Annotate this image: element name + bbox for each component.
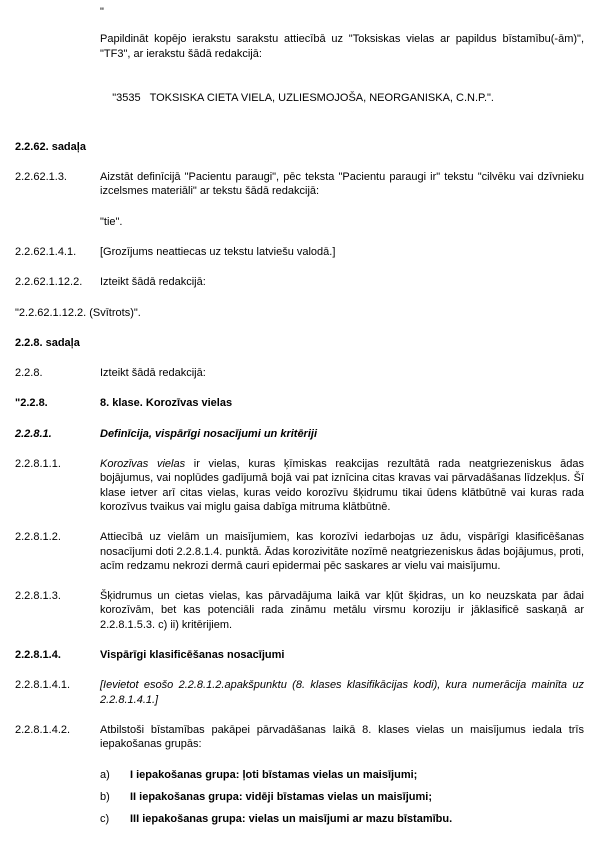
paragraph-2-2-8-class-title xyxy=(15,396,584,410)
paragraph-text: Izteikt šādā redakcijā: xyxy=(100,276,206,289)
paragraph-number: 2.2.8.1.1. xyxy=(15,458,61,471)
list-item-text: II iepakošanas grupa: vidēji bīstamas vielas un maisījumi; xyxy=(130,790,433,803)
quote-char: " xyxy=(100,6,104,18)
paragraph-number: "2.2.8. xyxy=(15,397,48,410)
paragraph-2-2-62-1-12-2 xyxy=(15,275,584,289)
paragraph-number: 2.2.8.1.4.2. xyxy=(15,723,71,736)
paragraph-text: Aizstāt definīcijā "Pacientu paraugi", pēc teksta "Pacientu paraugi ir" tekstu "cilvēku vai dzīvnieku izcelsmes materiāli" ar tekstu šādā redakcijā: xyxy=(100,171,584,198)
section-heading-228-text: 2.2.8. sadaļa xyxy=(15,336,80,349)
list-item-letter: c) xyxy=(100,813,110,826)
section-heading-262 xyxy=(15,140,584,154)
definition-body: ir vielas, kuras ķīmiskas reakcijas rezultātā rada neatgriezeniskus ādas bojājumus, vai noplūdes gadījumā bojā vai pat iznīcina citas kravas vai pārvadāšanas līdzekļus. Šī klase ietver arī citas vielas, kuras veido korozīvu šķidrumu tikai ūdens klātbūtnē vai kuras rada korozīvus tvaikus vai miglu gaisa dabīga mitruma klātbūtnē. xyxy=(100,458,585,513)
section-heading-228 xyxy=(15,336,584,350)
subsection-title: Vispārīgi klasificēšanas nosacījumi xyxy=(100,649,285,662)
svitrots-line xyxy=(15,306,584,320)
paragraph-2-2-8-1-4-2 xyxy=(15,723,584,752)
paragraph-2-2-8-1-4 xyxy=(15,648,584,662)
entry-3535-line xyxy=(100,77,584,120)
tie-line xyxy=(100,215,584,229)
packing-group-item-a xyxy=(100,768,584,782)
paragraph-number: 2.2.8.1. xyxy=(15,427,52,440)
definition-term: Korozīvas vielas xyxy=(100,458,186,471)
paragraph-number: 2.2.62.1.12.2. xyxy=(15,276,83,289)
paragraph-2-2-62-1-3 xyxy=(15,170,584,199)
paragraph-text: Atbilstoši bīstamības pakāpei pārvadāšanas laikā 8. klases vielas un maisījumus iedala trīs iepakošanas grupās: xyxy=(100,723,584,751)
list-item-text: I iepakošanas grupa: ļoti bīstamas vielas un maisījumi; xyxy=(130,768,418,781)
paragraph-2-2-8-1 xyxy=(15,427,584,441)
paragraph-number: 2.2.62.1.3. xyxy=(15,171,67,184)
packing-group-item-b xyxy=(100,790,584,804)
editorial-note: [Ievietot esošo 2.2.8.1.2.apakšpunktu (8. klases klasifikācijas kodi), kura numerācija mainīta uz 2.2.8.1.4.1.] xyxy=(100,679,584,706)
paragraph-number: 2.2.8.1.4.1. xyxy=(15,679,71,692)
svitrots-line-text: "2.2.62.1.12.2. (Svītrots)". xyxy=(15,306,141,319)
class-8-title: 8. klase. Korozīvas vielas xyxy=(100,397,233,410)
packing-group-item-c xyxy=(100,812,584,826)
tie-line-text: "tie". xyxy=(100,215,123,228)
opening-quote-mark xyxy=(100,5,584,19)
entry-3535-text: "3535 TOKSISKA CIETA VIELA, UZLIESMOJOŠA, NEORGANISKA, C.N.P.". xyxy=(112,92,494,105)
paragraph-number: 2.2.8.1.2. xyxy=(15,531,61,544)
paragraph-text: Attiecībā uz vielām un maisījumiem, kas korozīvi iedarbojas uz ādu, vispārīgi klasificēšanas nosacījumi doti 2.2.8.1.4. punktā. Ādas korozivitāte nozīmē neatgriezeniskus ādas bojājumus, proti, acīm redzamu nekrozi dermā cauri epidermai pēc saskares ar vielu vai maisījumu. xyxy=(100,531,584,572)
paragraph-2-2-8-1-1 xyxy=(15,457,584,514)
paragraph-2-2-8-1-3 xyxy=(15,589,584,632)
paragraph-2-2-8 xyxy=(15,366,584,380)
paragraph-text: Šķidrumus un cietas vielas, kas pārvadājuma laikā var kļūt šķidras, un ko neuzskata par ādai korozīvām, bet kas potenciāli rada zināmu metālu virsmu koroziju ir jāklasificē saskaņā ar 2.2.8.1.5.3. c) ii) kritērijiem. xyxy=(100,590,584,631)
list-item-letter: b) xyxy=(100,790,110,803)
list-item-text: III iepakošanas grupa: vielas un maisījumi ar mazu bīstamību. xyxy=(130,813,453,826)
section-heading-262-text: 2.2.62. sadaļa xyxy=(15,140,86,153)
paragraph-number: 2.2.62.1.4.1. xyxy=(15,245,77,258)
paragraph-number: 2.2.8.1.4. xyxy=(15,649,61,662)
list-item-letter: a) xyxy=(100,768,110,781)
paragraph-text xyxy=(100,457,584,514)
paragraph-text: Izteikt šādā redakcijā: xyxy=(100,367,206,380)
paragraph-number: 2.2.8.1.3. xyxy=(15,590,61,603)
paragraph-text: [Grozījums neattiecas uz tekstu latviešu valodā.] xyxy=(100,245,336,258)
paragraph-2-2-62-1-4-1 xyxy=(15,245,584,259)
paragraph-number: 2.2.8. xyxy=(15,367,43,380)
subsection-title: Definīcija, vispārīgi nosacījumi un kritēriji xyxy=(100,427,318,440)
paragraph-2-2-8-1-4-1 xyxy=(15,678,584,707)
paragraph-intro xyxy=(100,32,584,61)
paragraph-2-2-8-1-2 xyxy=(15,530,584,573)
paragraph-intro-text: Papildināt kopējo ierakstu sarakstu attiecībā uz "Toksiskas vielas ar papildus bīstamību(-ām)", "TF3", ar ierakstu šādā redakcijā: xyxy=(100,33,584,60)
